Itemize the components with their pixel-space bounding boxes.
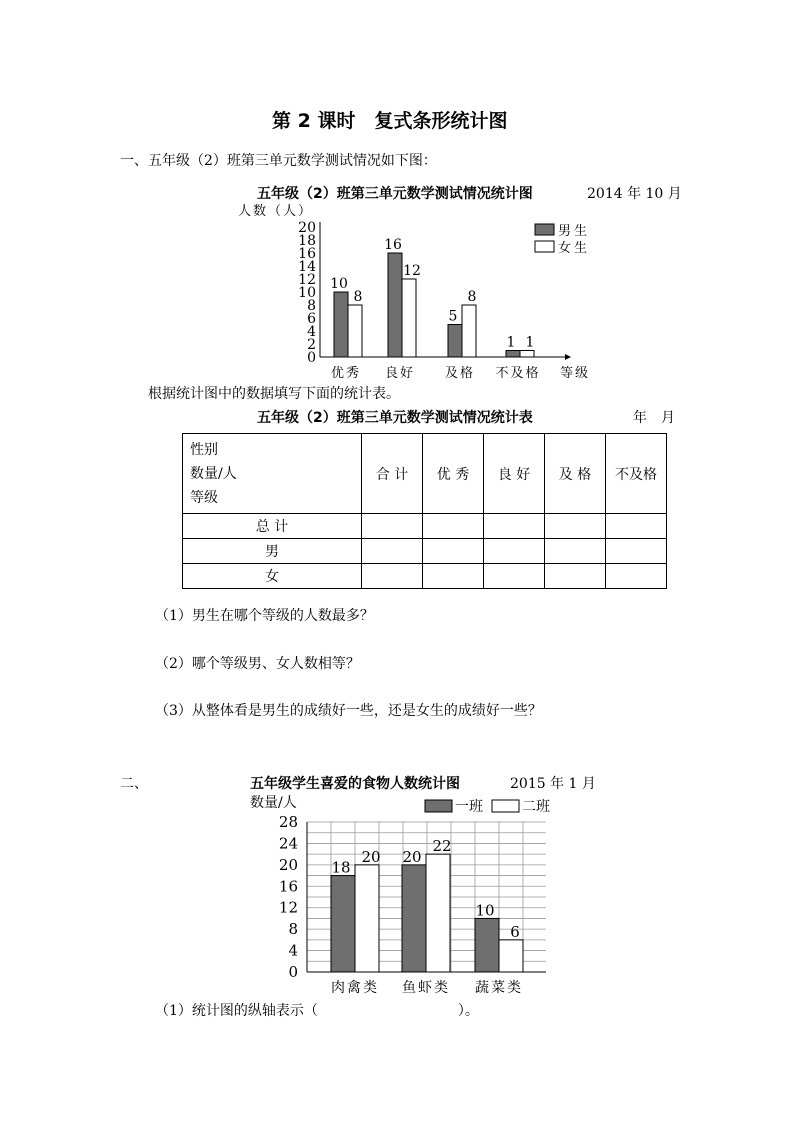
bar-female <box>348 305 362 357</box>
bar-class2 <box>426 854 450 972</box>
y-tick-label: 10 <box>298 285 316 301</box>
section1-intro: 一、五年级（2）班第三单元数学测试情况如下图： <box>120 153 437 169</box>
section1-instruction: 根据统计图中的数据填写下面的统计表。 <box>148 386 400 402</box>
data-label: 22 <box>432 837 452 856</box>
chart2 <box>250 790 570 1000</box>
data-label: 16 <box>384 237 402 253</box>
y-tick-label: 4 <box>307 324 316 340</box>
chart2-date: 2015 年 1 月 <box>510 776 596 792</box>
chart1-title: 五年级（2）班第三单元数学测试情况统计图 <box>257 186 533 202</box>
x-tick-label: 肉禽类 <box>331 980 379 996</box>
section2-label: 二、 <box>120 776 148 792</box>
header-gender: 性别 <box>190 441 218 458</box>
legend-swatch <box>535 224 554 235</box>
x-tick-label: 优秀 <box>330 366 362 381</box>
y-tick-label: 12 <box>298 272 316 288</box>
col-total: 合 计 <box>362 434 423 514</box>
col-good: 良 好 <box>484 434 545 514</box>
row-total-label: 总 计 <box>183 514 362 539</box>
page-title: 第 2 课时 复式条形统计图 <box>272 110 508 132</box>
y-tick-label: 16 <box>298 246 316 262</box>
table-cell[interactable] <box>545 539 606 564</box>
legend-label: 女生 <box>558 241 591 256</box>
table-cell[interactable] <box>362 564 423 589</box>
y-axis-label: 人数（人） <box>238 204 314 219</box>
data-label: 10 <box>330 276 348 292</box>
data-label: 12 <box>403 263 421 279</box>
bar-male <box>388 253 402 357</box>
legend-swatch <box>492 800 519 812</box>
data-label: 5 <box>448 308 458 325</box>
table-cell[interactable] <box>423 539 484 564</box>
table-cell[interactable] <box>423 514 484 539</box>
y-tick-label: 18 <box>298 233 316 249</box>
table-cell[interactable] <box>545 514 606 539</box>
y-tick-label: 14 <box>298 259 316 275</box>
table-cell[interactable] <box>606 514 667 539</box>
col-excellent: 优 秀 <box>423 434 484 514</box>
legend-label: 一班 <box>455 799 483 815</box>
question-2: （2）哪个等级男、女人数相等？ <box>155 656 360 672</box>
y-tick-label: 16 <box>278 877 298 896</box>
table-cell[interactable] <box>362 539 423 564</box>
table-cell[interactable] <box>606 539 667 564</box>
header-count: 数量/人 <box>190 465 237 482</box>
y-axis-label: 数量/人 <box>250 795 297 811</box>
bar-class1 <box>475 918 499 972</box>
col-fail: 不及格 <box>606 434 667 514</box>
x-tick-label: 不及格 <box>495 366 541 381</box>
col-pass: 及 格 <box>545 434 606 514</box>
bar-class2 <box>355 865 379 972</box>
table-cell[interactable] <box>606 564 667 589</box>
question-1: （1）男生在哪个等级的人数最多？ <box>155 608 374 624</box>
bar-male <box>334 292 348 357</box>
table-title: 五年级（2）班第三单元数学测试情况统计表 <box>257 410 533 426</box>
stat-table <box>182 433 667 589</box>
x-tick-label: 鱼虾类 <box>402 980 450 996</box>
row-male-label: 男 <box>183 539 362 564</box>
data-label: 20 <box>402 847 422 866</box>
y-tick-label: 20 <box>278 855 298 874</box>
data-label: 8 <box>467 289 477 305</box>
bar-female <box>402 279 416 357</box>
y-tick-label: 4 <box>288 941 298 960</box>
x-axis-arrow <box>565 354 571 360</box>
data-label: 6 <box>510 922 520 941</box>
bar-female <box>462 305 476 357</box>
legend-label: 男生 <box>558 224 591 239</box>
table-cell[interactable] <box>423 564 484 589</box>
data-label: 10 <box>475 901 495 920</box>
y-tick-label: 12 <box>278 898 298 917</box>
table-diagonal-header <box>183 434 362 514</box>
x-tick-label: 蔬菜类 <box>475 980 523 996</box>
data-label: 1 <box>506 334 516 351</box>
data-label: 8 <box>353 289 363 305</box>
bar-female <box>520 351 534 358</box>
bar-male <box>448 325 462 358</box>
chart1-date: 2014 年 10 月 <box>587 186 682 202</box>
y-tick-label: 24 <box>278 834 298 853</box>
bar-class1 <box>402 865 426 972</box>
x-tick-label: 及格 <box>444 366 476 381</box>
legend-swatch <box>535 241 554 252</box>
x-axis-label: 等级 <box>559 366 591 381</box>
table-cell[interactable] <box>484 539 545 564</box>
chart2-title: 五年级学生喜爱的食物人数统计图 <box>250 776 460 792</box>
y-tick-label: 2 <box>307 337 316 353</box>
bar-male <box>506 351 520 358</box>
section2-question: （1）统计图的纵轴表示（ ）。 <box>155 1003 479 1019</box>
y-tick-label: 8 <box>307 298 316 314</box>
data-label: 20 <box>361 847 381 866</box>
data-label: 18 <box>331 858 351 877</box>
legend-label: 二班 <box>522 799 550 815</box>
bar-class1 <box>331 876 355 972</box>
legend-swatch <box>425 800 452 812</box>
y-tick-label: 8 <box>288 920 298 939</box>
x-tick-label: 良好 <box>384 366 416 381</box>
data-label: 1 <box>525 334 535 351</box>
chart1 <box>230 200 610 385</box>
y-tick-label: 20 <box>298 220 316 236</box>
y-tick-label: 6 <box>307 311 316 327</box>
y-tick-label: 0 <box>288 963 298 981</box>
bar-class2 <box>499 940 523 972</box>
table-cell[interactable] <box>545 564 606 589</box>
table-cell[interactable] <box>362 514 423 539</box>
table-cell[interactable] <box>484 514 545 539</box>
table-cell[interactable] <box>484 564 545 589</box>
header-grade: 等级 <box>190 489 218 506</box>
table-date: 年 月 <box>633 410 675 426</box>
row-female-label: 女 <box>183 564 362 589</box>
y-tick-label: 0 <box>307 350 316 366</box>
y-tick-label: 28 <box>278 813 298 831</box>
question-3: （3）从整体看是男生的成绩好一些，还是女生的成绩好一些？ <box>155 703 542 719</box>
